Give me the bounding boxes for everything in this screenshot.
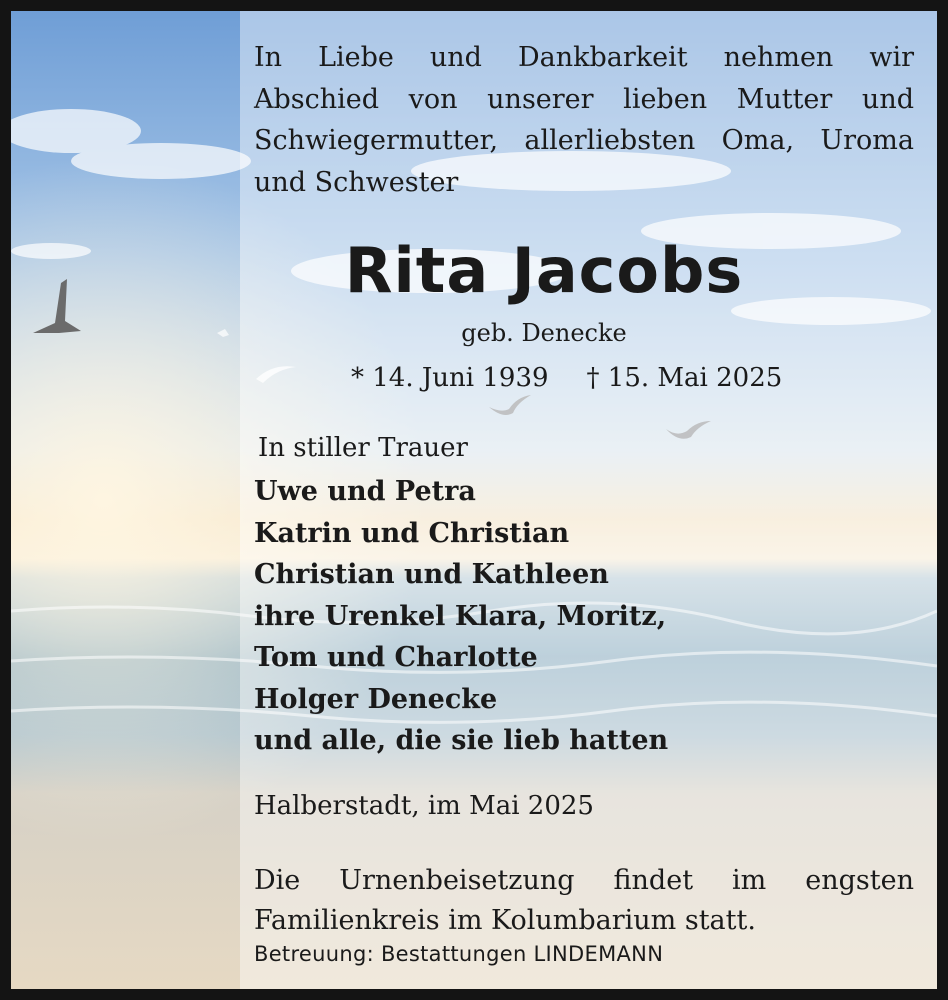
intro-line: Schwiegermutter, allerliebsten Oma, Uroma bbox=[254, 125, 914, 156]
burial-notice bbox=[254, 861, 914, 941]
intro-line: Abschied von unserer lieben Mutter und bbox=[254, 83, 914, 115]
burial-line: Die Urnenbeisetzung findet im engsten bbox=[254, 865, 914, 896]
mourners-list bbox=[254, 471, 668, 762]
maiden-name: geb. Denecke bbox=[461, 319, 627, 347]
intro-line: In Liebe und Dankbarkeit nehmen wir bbox=[254, 42, 914, 73]
mourner-line: Uwe und Petra bbox=[254, 476, 476, 507]
intro-text bbox=[254, 37, 914, 203]
mourner-line: Tom und Charlotte bbox=[254, 642, 538, 673]
birth-date: * 14. Juni 1939 bbox=[351, 363, 549, 393]
burial-line: Familienkreis im Kolumbarium statt. bbox=[254, 905, 756, 936]
mourner-line: ihre Urenkel Klara, Moritz, bbox=[254, 600, 667, 632]
funeral-home-credit: Betreuung: Bestattungen LINDEMANN bbox=[254, 942, 664, 966]
life-dates bbox=[351, 360, 782, 396]
mourner-line: Katrin und Christian bbox=[254, 517, 570, 549]
mourner-line: Holger Denecke bbox=[254, 683, 498, 715]
death-date: † 15. Mai 2025 bbox=[586, 363, 783, 393]
mourning-label: In stiller Trauer bbox=[258, 433, 468, 463]
deceased-name: Rita Jacobs bbox=[344, 234, 744, 307]
mourner-line: Christian und Kathleen bbox=[254, 559, 609, 590]
mourner-line: und alle, die sie lieb hatten bbox=[254, 725, 669, 756]
intro-line: und Schwester bbox=[254, 166, 459, 198]
place-and-date: Halberstadt, im Mai 2025 bbox=[254, 791, 594, 821]
